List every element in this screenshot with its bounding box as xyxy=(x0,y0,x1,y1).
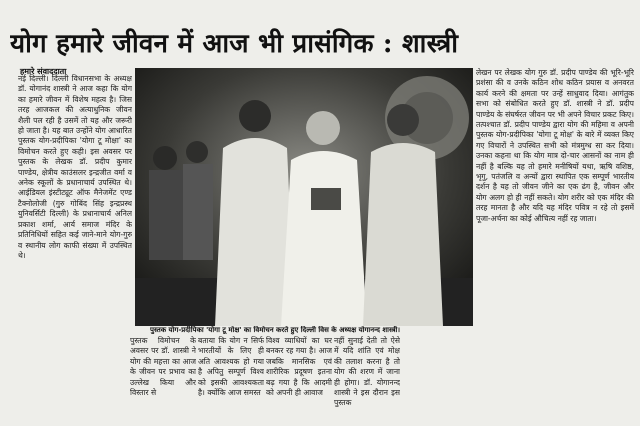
byline: हमारे संवाददाता xyxy=(20,67,67,76)
bottom-column-1: बताया कि योग न सिर्फ भारतीयों के लिए ही अति आवश्यक हो गया है अपितु सम्पूर्ण विश्व को इसकी आवश्यकता है। क्योंकि आज समस्त xyxy=(198,336,264,398)
bottom-column-left: पुस्तक विमोचन के अवसर पर डॉ. शास्त्री ने योग की महत्ता का आज के जीवन पर प्रभाव का उल्लेख किया और विस्तार से xyxy=(130,336,196,398)
right-column-text: लेखन पर लेखक योग गुरु डॉ. प्रदीप पाण्डेय की भूरि-भूरि प्रशंसा की व उनके कठिन शोध कठिन प्रयास व अनवरत कार्य करने की क्षमता पर उन्हें साधुवाद दिया। आगंतुक सभा को संबोधित करते हुए डॉ. शास्त्री ने डॉ. प्रदीप पाण्डेय के संघर्षरत जीवन पर भी अपने विचार प्रकट किए। तत्पश्चात डॉ. प्रदीप पाण्डेय द्वारा योग की महिमा व अपनी पुस्तक योग-प्रदीपिका 'योगा टू मोक्ष' के बारे में व्यक्त किए गए विचारों ने उपस्थित सभी को मंत्रमुग्ध सा कर दिया। उनका कहना था कि योग मात्र दो-चार आसनों का नाम ही नहीं है बल्कि यह तो हमारे मनीषियों यथा, ऋषि वशिष्ठ, भृगु, पतंजलि व अन्यों द्वारा स्थापित एक सम्पूर्ण भारतीय दर्शन है यह तो जीवन जीने का एक ढंग है, जीवन और योग अलग हो ही नहीं सकते। योग शरीर को एक मंदिर की तरह मानता है और यदि यह मंदिर पवित्र न रहे तो इसमें पूजा-अर्चना का कोई औचित्य नहीं रह जाता। xyxy=(476,68,634,223)
news-photo xyxy=(135,68,473,326)
photo-caption: पुस्तक योग-प्रदीपिका 'योगा टू मोक्ष' का विमोचन करते हुए दिल्ली विस के अध्यक्ष योगानन्द शास्त्री। xyxy=(150,326,401,334)
headline: योग हमारे जीवन में आज भी प्रासंगिक : शास्त्री xyxy=(10,29,459,59)
left-column-text: नई दिल्ली। दिल्ली विधानसभा के अध्यक्ष डॉ. योगानंद शास्त्री ने आज कहा कि योग का हमारे जीवन में विशेष महत्व है। जिस तरह आजकल की अत्याधुनिक जीवन शैली पल रही है उसमें तो यह और जरूरी हो जाता है। यह बात उन्होंने योग आधारित पुस्तक योग-प्रदीपिका 'योगा टू मोक्षा' का विमोचन करते हुए कही। इस अवसर पर पुस्तक के लेखक डॉ. प्रदीप कुमार पाण्डेय, क्षेत्रीय काउंसलर इन्द्रजीत वर्मा व अनेक स्कूलों के प्रधानाचार्य उपस्थित थे। आईडियल इंस्टीट्यूट ऑफ मैनेजमेंट एण्ड टैक्नोलोजी (गुरु गोबिंद सिंह इन्द्रप्रस्थ युनिवर्सिटी दिल्ली) के प्रधानाचार्य अनिल प्रकाश शर्मा, आर्य समाज मंदिर के प्रतिनिधियों सहित कई जाने-माने योग-गुरु व स्थानीय लोग काफी संख्या में उपस्थित थे। xyxy=(18,74,132,260)
photo-illustration xyxy=(135,68,473,326)
bottom-column-2: विश्व व्याधियों का घर बनकर रह गया है। आज जबकि मानसिक एवं शारीरिक प्रदूषण इतना बढ़ गया है कि आदमी को अपनी ही आवाज xyxy=(266,336,332,398)
bottom-column-3: नहीं सुनाई देती तो ऐसे में यदि शांति एवं मोक्ष की तलाश करना है तो योग की शरण में जाना ही होगा। डॉ. योगानन्द शास्त्री ने इस दौरान इस पुस्तक xyxy=(334,336,400,408)
